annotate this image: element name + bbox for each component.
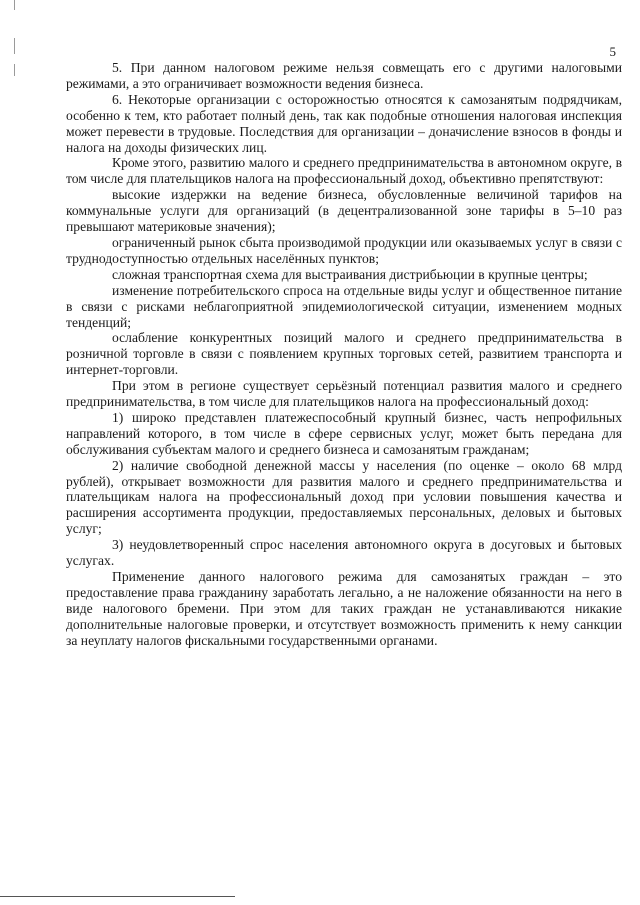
list-item: ограниченный рынок сбыта производимой продукции или оказываемых услуг в связи с труднодоступностью отдельных населённых пунктов; (66, 234, 622, 266)
document-body (66, 60, 622, 649)
list-item: сложная транспортная схема для выстраивания дистрибьюции в крупные центры; (112, 266, 588, 282)
paragraph: 6. Некоторые организации с осторожностью относятся к самозанятым подрядчикам, особенно к тем, кто работает полный день, так как подобные отношения налоговая инспекция может перевести в трудовые. Последствия для организации – доначисление взносов в фонды и налога на доходы физических лиц. (66, 91, 622, 155)
paragraph: Кроме этого, развитию малого и среднего предпринимательства в автономном округе, в том числе для плательщиков налога на профессиональный доход, объективно препятствуют: (66, 155, 622, 187)
scan-edge-mark (14, 0, 15, 10)
footnote-divider (0, 896, 235, 897)
list-item: 1) широко представлен платежеспособный крупный бизнес, часть непрофильных направлений которого, в том числе в сфере сервисных услуг, может быть передана для обслуживания субъектам малого и среднего бизнеса и самозанятым гражданам; (66, 409, 622, 457)
paragraph: Применение данного налогового режима для самозанятых граждан – это предоставление права гражданину заработать легально, а не наложение обязанности на него в виде налогового бремени. При этом для таких граждан не устанавливаются никакие дополнительные налоговые проверки, и отсутствует возможность применить к нему санкции за неуплату налогов фискальными государственными органами. (66, 569, 622, 648)
list-item: ослабление конкурентных позиций малого и среднего предпринимательства в розничной торговле в связи с появлением крупных торговых сетей, развитием транспорта и интернет-торговли. (66, 330, 622, 378)
paragraph: При этом в регионе существует серьёзный потенциал развития малого и среднего предпринимательства, в том числе для плательщиков налога на профессиональный доход: (66, 378, 622, 410)
page-number: 5 (609, 44, 616, 59)
list-item: 2) наличие свободной денежной массы у населения (по оценке – около 68 млрд рублей), открывает возможности для развития малого и среднего предпринимательства и плательщикам налога на профессиональный доход при условии повышения качества и расширения ассортимента продукции, предоставляемых персональных, деловых и бытовых услуг; (66, 457, 622, 537)
scan-edge-mark (14, 64, 15, 76)
list-item: высокие издержки на ведение бизнеса, обусловленные величиной тарифов на коммунальные услуги для организаций (в децентрализованной зоне тарифы в 5–10 раз превышают материковые значения); (66, 187, 622, 235)
list-item: изменение потребительского спроса на отдельные виды услуг и общественное питание в связи с рисками неблагоприятной эпидемиологической ситуации, изменением модных тенденций; (66, 282, 622, 330)
scan-edge-mark (14, 38, 15, 54)
paragraph: 5. При данном налоговом режиме нельзя совмещать его с другими налоговыми режимами, а это ограничивает возможности ведения бизнеса. (66, 60, 622, 91)
list-item: 3) неудовлетворенный спрос населения автономного округа в досуговых и бытовых услугах. (66, 537, 622, 569)
